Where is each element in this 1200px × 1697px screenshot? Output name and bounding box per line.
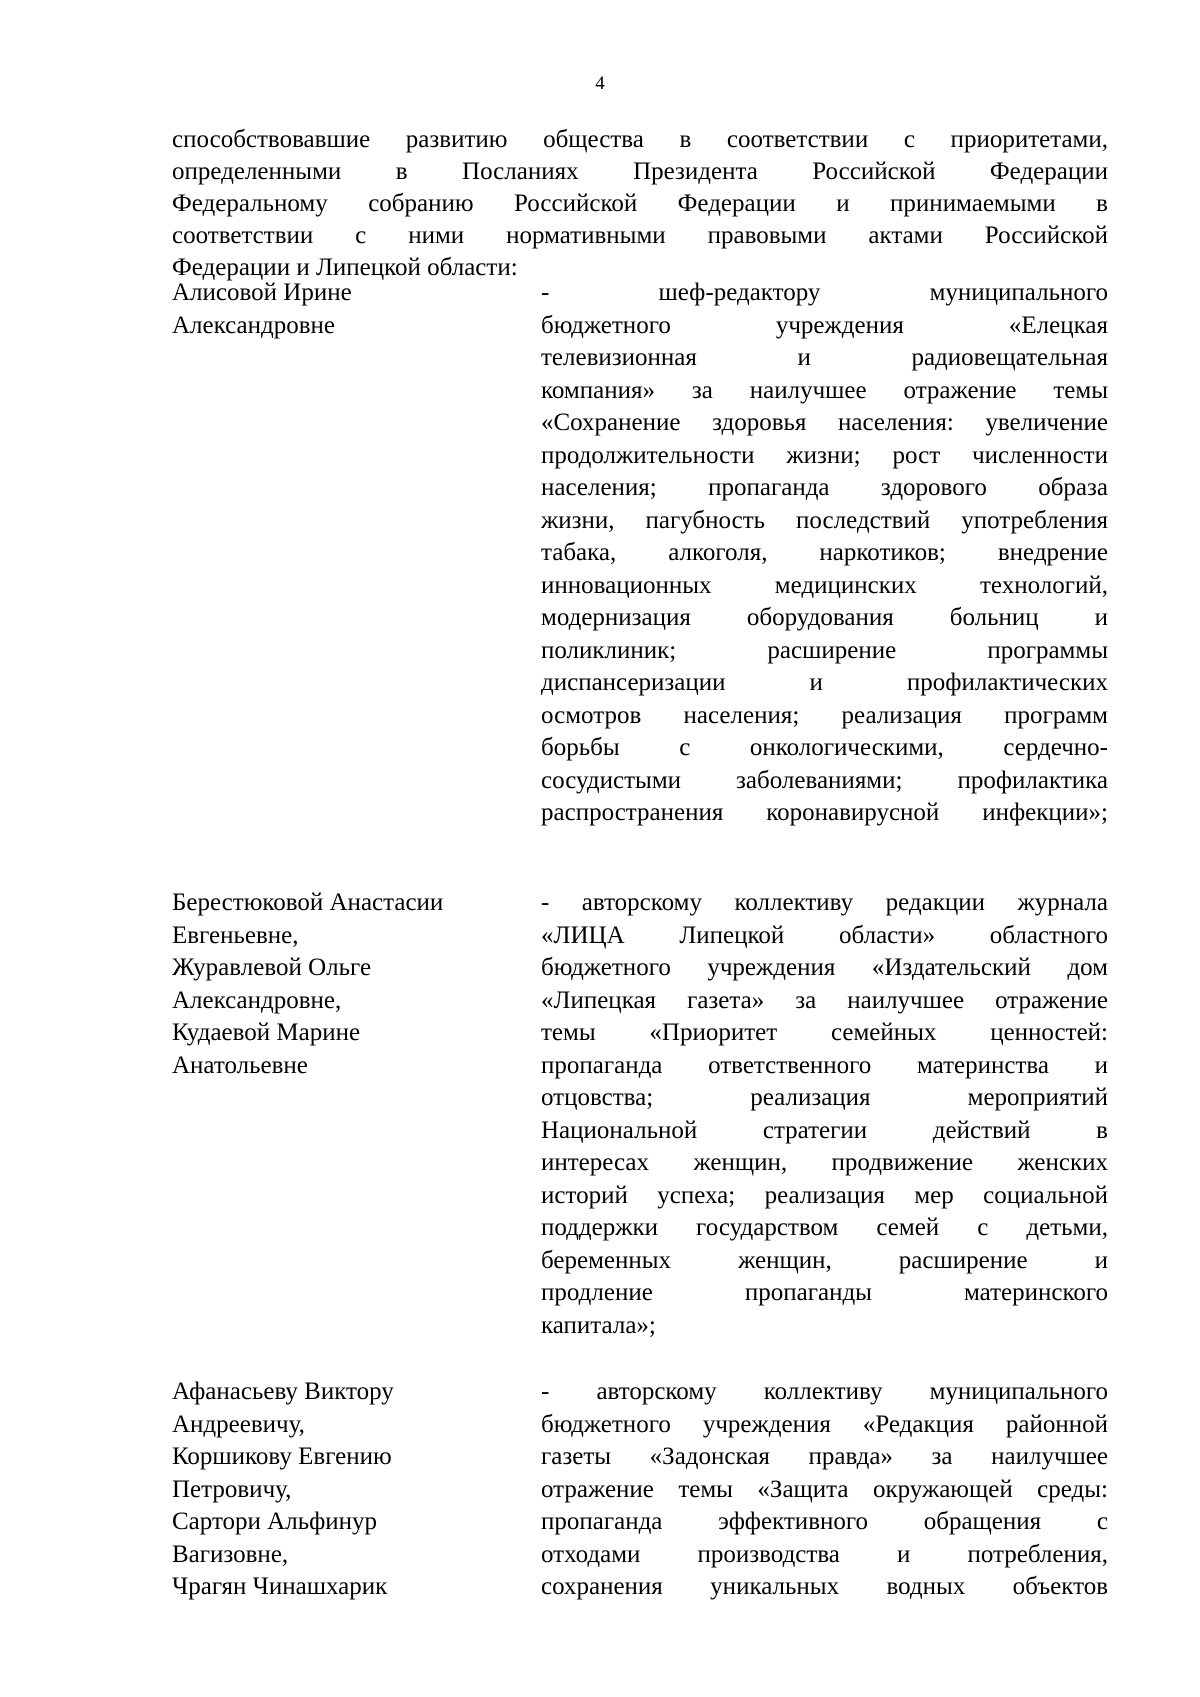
recipient-name-line: Чрагян Чинашхарик	[172, 1573, 388, 1600]
description-line: отцовства; реализация мероприятий	[541, 1084, 1108, 1111]
description-line: пропаганда эффективного обращения с	[541, 1508, 1108, 1535]
recipient-names	[172, 1376, 512, 1604]
description-line: осмотров населения; реализация программ	[541, 701, 1108, 729]
description-line: интересах женщин, продвижение женских	[541, 1149, 1108, 1176]
description-line: продление пропаганды материнского	[541, 1279, 1108, 1306]
intro-line: Федеральному собранию Российской Федерации и принимаемыми в	[172, 190, 1108, 217]
recipient-name-line: Афанасьеву Виктору	[172, 1378, 394, 1405]
description-line: табака, алкоголя, наркотиков; внедрение	[541, 539, 1108, 566]
description-line: беременных женщин, расширение и	[541, 1246, 1108, 1274]
description-line: - шеф-редактору муниципального	[541, 279, 1108, 306]
description-line: отражение темы «Защита окружающей среды:	[541, 1475, 1108, 1503]
intro-paragraph	[172, 124, 1108, 284]
description-line: «ЛИЦА Липецкой области» областного	[541, 921, 1108, 949]
description-line: модернизация оборудования больниц и	[541, 604, 1108, 631]
description-line: бюджетного учреждения «Елецкая	[541, 311, 1108, 339]
recipient-name-line: Берестюковой Анастасии	[172, 889, 444, 916]
intro-line: соответствии с ними нормативными правовыми актами Российской	[172, 222, 1108, 249]
description-line: «Сохранение здоровья населения: увеличение	[541, 409, 1108, 436]
description-line: компания» за наилучшее отражение темы	[541, 376, 1108, 404]
recipient-names	[172, 277, 512, 342]
recipient-name-line: Евгеньевне,	[172, 921, 299, 949]
description-line: «Липецкая газета» за наилучшее отражение	[541, 986, 1108, 1014]
recipient-name-line: Андреевичу,	[172, 1410, 305, 1438]
description-line: распространения коронавирусной инфекции»;	[541, 799, 1108, 826]
description-line: историй успеха; реализация мер социальной	[541, 1181, 1108, 1209]
description-line: сохранения уникальных водных объектов	[541, 1573, 1108, 1600]
description-line: бюджетного учреждения «Издательский дом	[541, 954, 1108, 981]
recipient-name-line: Александровне,	[172, 986, 342, 1014]
award-description	[541, 1376, 1108, 1604]
description-line: продолжительности жизни; рост численности	[541, 441, 1108, 469]
description-line: Национальной стратегии действий в	[541, 1116, 1108, 1144]
description-line: инновационных медицинских технологий,	[541, 571, 1108, 599]
description-line: телевизионная и радиовещательная	[541, 344, 1108, 371]
description-line: сосудистыми заболеваниями; профилактика	[541, 766, 1108, 794]
recipient-name-line: Кудаевой Марине	[172, 1019, 361, 1046]
recipient-name-line: Коршикову Евгению	[172, 1443, 392, 1470]
intro-line: Федерации и Липецкой области:	[172, 254, 518, 281]
award-description	[541, 887, 1108, 1342]
description-line: бюджетного учреждения «Редакция районной	[541, 1410, 1108, 1438]
description-line: газеты «Задонская правда» за наилучшее	[541, 1443, 1108, 1470]
description-line: диспансеризации и профилактических	[541, 669, 1108, 696]
recipient-names	[172, 887, 512, 1082]
description-line: отходами производства и потребления,	[541, 1540, 1108, 1568]
recipient-name-line: Журавлевой Ольге	[172, 954, 372, 981]
description-line: капитала»;	[541, 1311, 656, 1339]
page-number: 4	[595, 73, 605, 94]
recipient-name-line: Вагизовне,	[172, 1540, 289, 1568]
description-line: темы «Приоритет семейных ценностей:	[541, 1019, 1108, 1046]
description-line: поликлиник; расширение программы	[541, 636, 1108, 664]
description-line: жизни, пагубность последствий употребления	[541, 506, 1108, 534]
description-line: поддержки государством семей с детьми,	[541, 1214, 1108, 1241]
description-line: - авторскому коллективу муниципального	[541, 1378, 1108, 1405]
intro-line: способствовавшие развитию общества в соответствии с приоритетами,	[172, 126, 1108, 153]
recipient-name-line: Сартори Альфинур	[172, 1508, 378, 1535]
recipient-name-line: Анатольевне	[172, 1051, 308, 1079]
description-line: борьбы с онкологическими, сердечно-	[541, 734, 1108, 761]
recipient-name-line: Алисовой Ирине	[172, 279, 352, 306]
award-description	[541, 277, 1108, 830]
recipient-name-line: Александровне	[172, 311, 336, 339]
recipient-name-line: Петровичу,	[172, 1475, 292, 1503]
description-line: населения; пропаганда здорового образа	[541, 474, 1108, 501]
description-line: пропаганда ответственного материнства и	[541, 1051, 1108, 1079]
description-line: - авторскому коллективу редакции журнала	[541, 889, 1108, 916]
intro-line: определенными в Посланиях Президента Российской Федерации	[172, 158, 1108, 185]
